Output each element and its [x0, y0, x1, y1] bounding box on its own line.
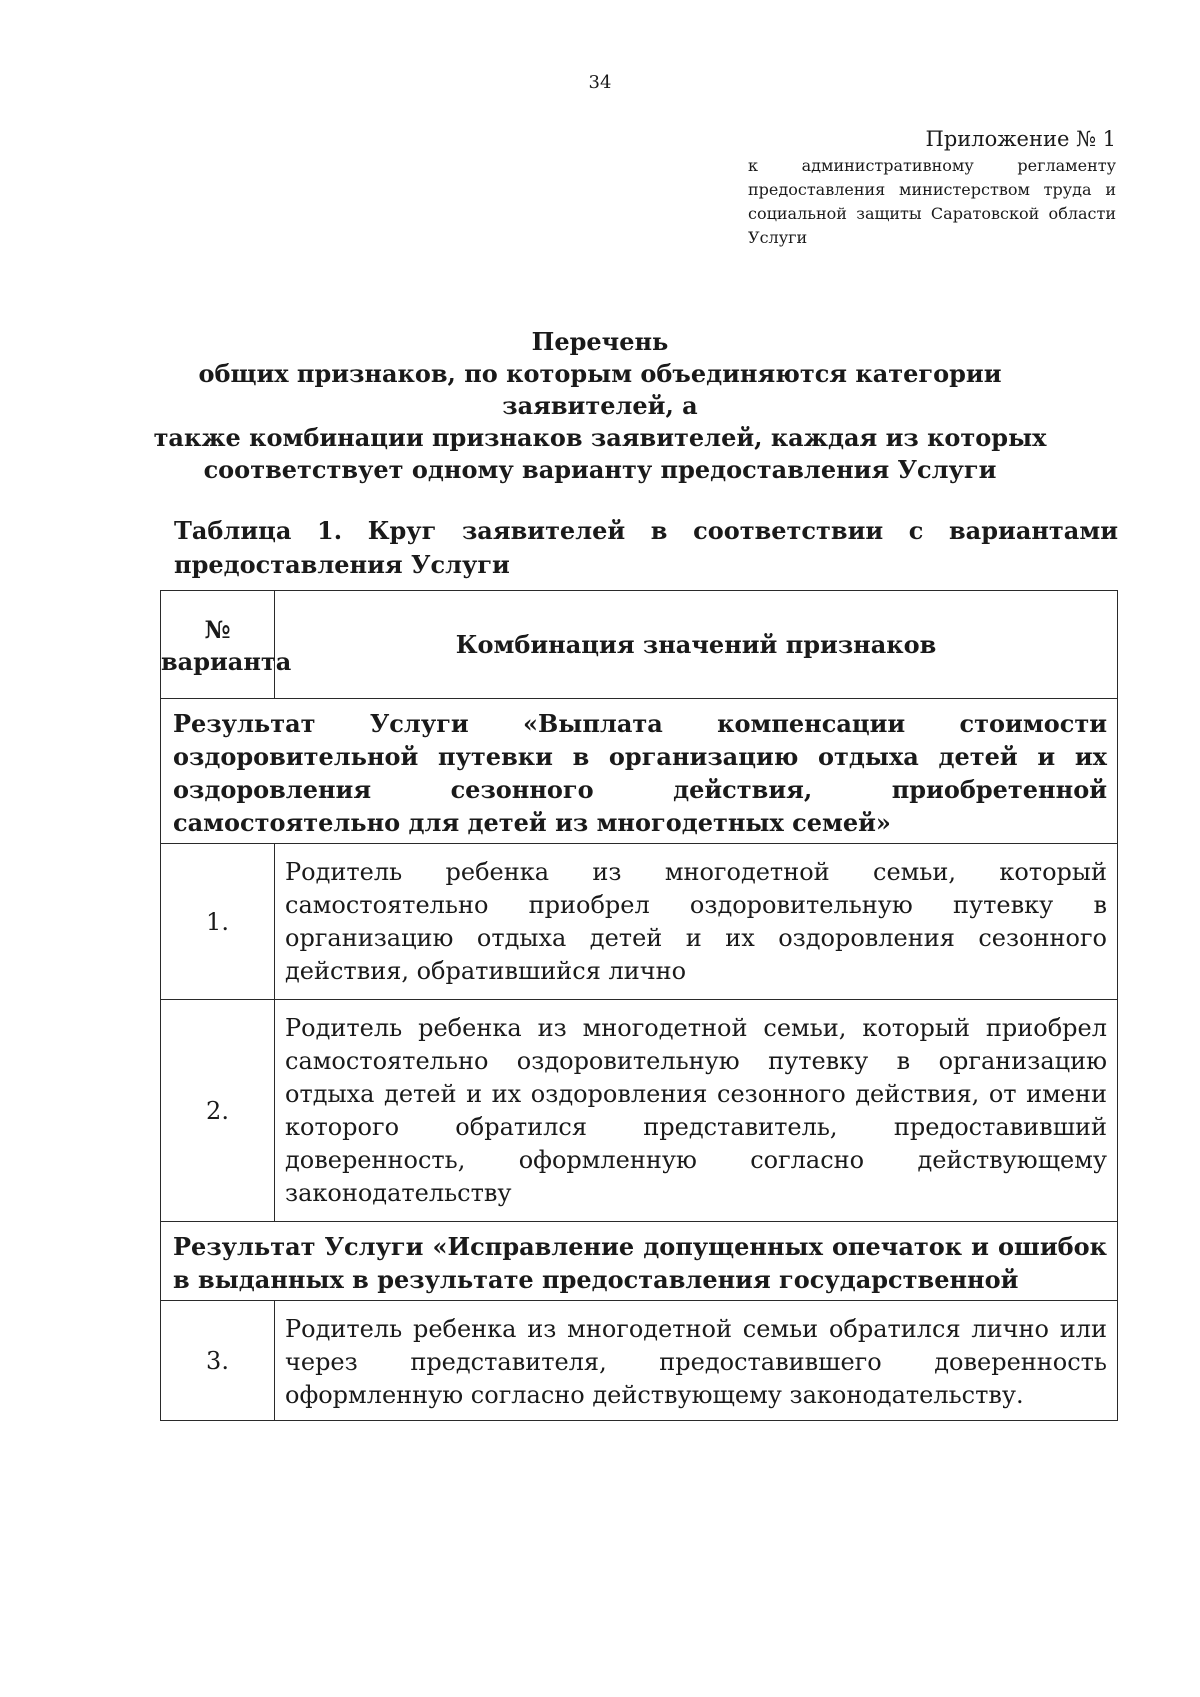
header-combination-cell: Комбинация значений признаков — [275, 591, 1118, 699]
variant-number: 3. — [161, 1301, 275, 1421]
appendix-line: социальной защиты Саратовской области — [748, 204, 1116, 223]
appendix-title: Приложение № 1 — [925, 127, 1116, 151]
heading-line: общих признаков, по которым объединяются категории заявителей, а — [198, 359, 1002, 420]
table-caption-line: Таблица 1. Круг заявителей в соответствии с вариантами — [174, 516, 1118, 545]
variant-description: Родитель ребенка из многодетной семьи, который самостоятельно приобрел оздоровительную путевку в организацию отдыха детей и их оздоровления сезонного действия, обратившийся лично — [275, 844, 1118, 1000]
heading-line: также комбинации признаков заявителей, каждая из которых — [153, 423, 1047, 452]
table-row — [161, 1000, 1118, 1222]
page-number: 34 — [588, 72, 612, 93]
result-heading: Результат Услуги «Исправление допущенных опечаток и ошибок в выданных в результате предоставления государственной — [161, 1222, 1118, 1301]
heading-line: Перечень — [531, 327, 669, 356]
variants-table — [160, 590, 1118, 1421]
heading-line: соответствует одному варианту предоставления Услуги — [203, 455, 997, 484]
table-caption-line: предоставления Услуги — [174, 550, 510, 579]
result-row — [161, 699, 1118, 844]
appendix-line: предоставления министерством труда и — [748, 180, 1116, 199]
result-heading: Результат Услуги «Выплата компенсации стоимости оздоровительной путевки в организацию отдыха детей и их оздоровления сезонного действия, приобретенной самостоятельно для детей из многодетных семей» — [161, 699, 1118, 844]
appendix-line: Услуги — [748, 228, 808, 247]
variant-description: Родитель ребенка из многодетной семьи обратился лично или через представителя, предоставившего доверенность оформленную согласно действующему законодательству. — [275, 1301, 1118, 1421]
appendix-block — [748, 126, 1116, 250]
result-row — [161, 1222, 1118, 1301]
variant-number: 2. — [161, 1000, 275, 1222]
table-row — [161, 844, 1118, 1000]
variant-description: Родитель ребенка из многодетной семьи, который приобрел самостоятельно оздоровительную путевку в организацию отдыха детей и их оздоровления сезонного действия, от имени которого обратился представитель, предоставивший доверенность, оформленную согласно действующему законодательству — [275, 1000, 1118, 1222]
table-caption — [174, 514, 1118, 582]
header-number-cell: № варианта — [161, 591, 275, 699]
table-header-row — [161, 591, 1118, 699]
document-heading — [140, 326, 1060, 486]
variant-number: 1. — [161, 844, 275, 1000]
appendix-line: к административному регламенту — [748, 156, 1116, 175]
table-row — [161, 1301, 1118, 1421]
